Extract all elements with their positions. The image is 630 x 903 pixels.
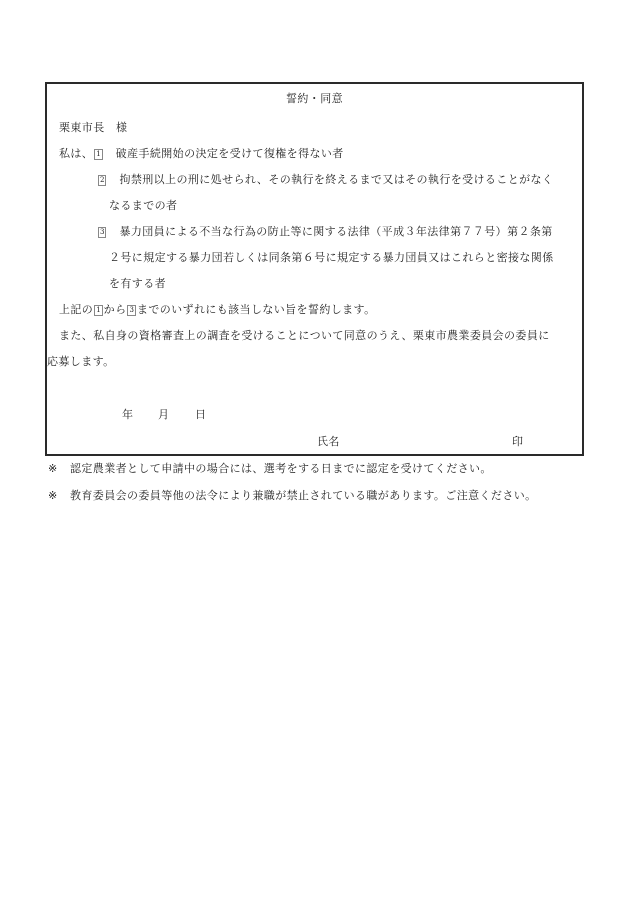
item-2-text-line-1: 拘禁刑以上の刑に処せられ、その執行を終えるまで又はその執行を受けることがなく [119,173,554,186]
note-1-text: 認定農業者として申請中の場合には、選考をする日までに認定を受けてください。 [70,462,492,475]
pledge-from-number: 1 [96,306,101,314]
signature-name-label: 氏名 [317,435,340,448]
item-2-number: 2 [100,176,105,184]
intro-text: 私は、 [59,147,94,160]
item-1-number: 1 [96,150,101,158]
item-2-row [97,173,553,187]
date-month-label: 月 [158,408,170,421]
note-2-mark: ※ [48,489,58,502]
consent-line-1: また、私自身の資格審査上の調査を受けることについて同意のうえ、栗東市農業委員会の委員に [59,329,550,342]
pledge-statement: 上記の 1 から 3 までのいずれにも該当しない旨を誓約します。 [59,303,376,316]
form-title: 誓約・同意 [286,92,343,105]
item-3-text-line-2: ２号に規定する暴力団若しくは同条第６号に規定する暴力団員又はこれらと密接な関係 [109,251,554,264]
note-2-text: 教育委員会の委員等他の法令により兼職が禁止されている職があります。ご注意ください。 [70,489,537,502]
pledge-consent-form-box [45,82,584,456]
item-3-text-line-1: 暴力団員による不当な行為の防止等に関する法律（平成３年法律第７７号）第２条第 [119,225,553,238]
date-year-label: 年 [122,408,134,421]
consent-line-2: 応募します。 [47,355,115,368]
note-1-mark: ※ [48,462,58,475]
note-1 [48,462,492,476]
note-2 [48,489,537,503]
addressee: 栗東市長 様 [59,121,128,134]
date-day-label: 日 [195,408,207,421]
item-3-number: 3 [100,228,105,236]
item-3-row [97,225,553,239]
item-3-text-line-3: を有する者 [109,277,166,290]
item-1-row [59,147,344,161]
item-1-text: 破産手続開始の決定を受けて復権を得ない者 [115,147,344,160]
signature-seal-label: 印 [512,435,524,448]
item-2-text-line-2: なるまでの者 [109,199,178,212]
pledge-to-number: 3 [129,306,134,314]
